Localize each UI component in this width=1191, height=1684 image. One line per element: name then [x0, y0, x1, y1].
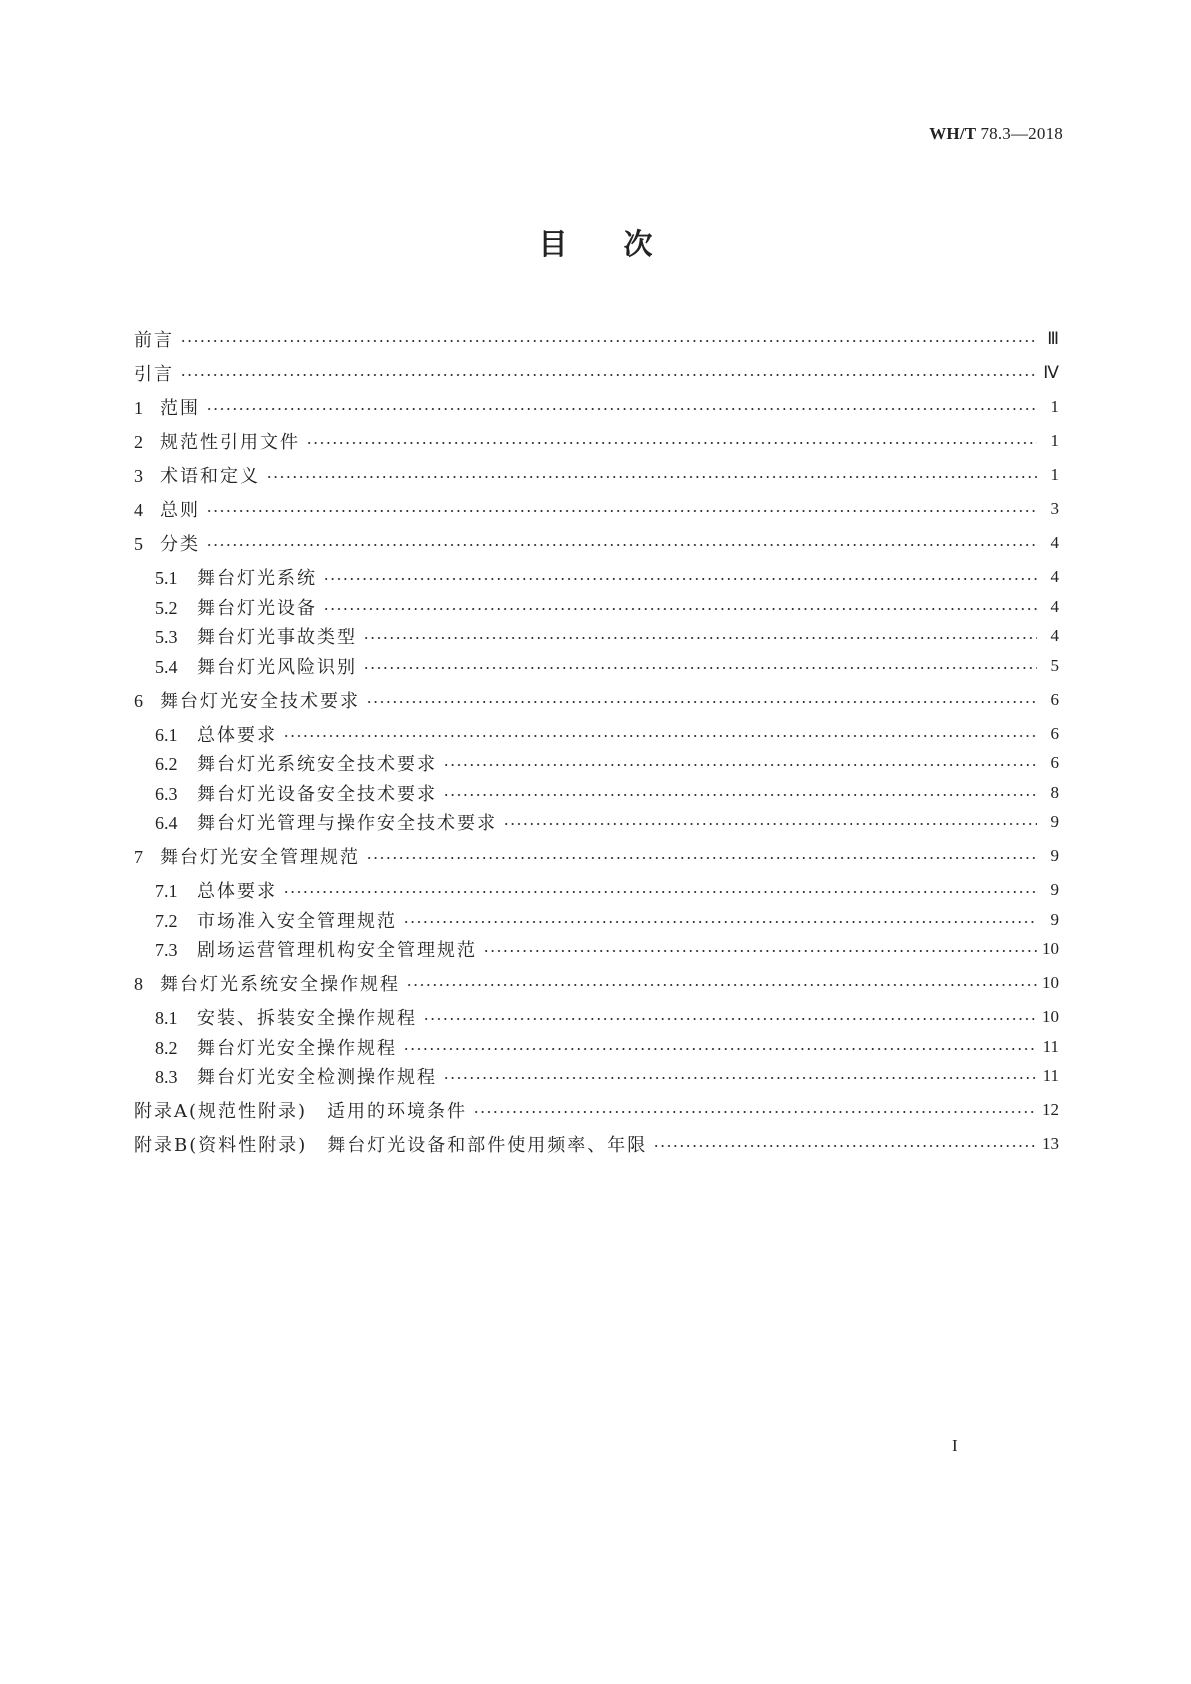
toc-entry-title: 市场准入安全管理规范 [197, 910, 397, 932]
toc-entry-page: 10 [1042, 939, 1059, 958]
toc-entry-label [155, 907, 397, 933]
toc-entry-label [155, 1034, 397, 1060]
toc-entry-number: 1 [134, 398, 143, 418]
toc-entry-label [155, 780, 437, 806]
toc-entry-label [155, 1063, 437, 1089]
toc-entry-number: 7.1 [155, 881, 178, 901]
toc-entry-page: 12 [1042, 1100, 1059, 1119]
toc-entry-title: 舞台灯光安全技术要求 [160, 690, 360, 712]
toc-entry[interactable] [134, 428, 1059, 454]
toc-entry-title: 范围 [160, 398, 200, 419]
toc-entry[interactable] [134, 462, 1059, 488]
toc-entry-label [134, 1097, 467, 1123]
toc-entry-page: 6 [1050, 723, 1059, 743]
toc-entry-title: 前言 [134, 330, 174, 351]
toc-entry-number: 8.1 [155, 1008, 178, 1028]
toc-leader-dots [403, 1048, 1037, 1050]
toc-leader-dots [443, 764, 1037, 766]
toc-leader-dots [503, 823, 1037, 825]
toc-entry-number: 6.2 [155, 754, 178, 774]
toc-entry-label [134, 843, 360, 869]
toc-entry-label [134, 394, 200, 420]
toc-entry[interactable] [134, 687, 1059, 713]
toc-entry-title: 引言 [134, 364, 174, 385]
toc-entry-number: 7.2 [155, 910, 178, 931]
toc-leader-dots [403, 921, 1037, 923]
toc-leader-dots [306, 442, 1037, 444]
toc-leader-dots [323, 608, 1037, 610]
document-code-prefix: WH/T [929, 124, 976, 143]
toc-entry-page: Ⅲ [1047, 329, 1059, 348]
toc-entry-title: 规范性引用文件 [160, 432, 300, 453]
toc-entry-page: 11 [1042, 1036, 1059, 1056]
toc-entry[interactable] [155, 936, 1059, 962]
toc-entry-number: 8 [134, 974, 143, 994]
toc-entry-title: 舞台灯光系统安全操作规程 [160, 974, 400, 995]
toc-leader-dots [206, 544, 1037, 546]
toc-entry-number: 6.1 [155, 724, 178, 745]
page-number: I [952, 1436, 958, 1455]
toc-leader-dots [323, 578, 1037, 580]
toc-entry-label [155, 653, 357, 679]
toc-entry-title: 术语和定义 [160, 466, 260, 487]
toc-entry-number: 8.2 [155, 1037, 178, 1058]
toc-leader-dots [366, 701, 1037, 703]
toc-entry-number: 6 [134, 690, 143, 711]
toc-entry-page: 1 [1050, 431, 1059, 450]
toc-entry-title: 舞台灯光安全操作规程 [197, 1037, 397, 1059]
toc-entry-title: 附录A(规范性附录) 适用的环境条件 [134, 1101, 468, 1122]
toc-entry-title: 舞台灯光系统安全技术要求 [197, 754, 437, 775]
toc-entry-page: 4 [1050, 533, 1059, 552]
toc-entry[interactable] [155, 594, 1059, 620]
toc-leader-dots [363, 637, 1037, 639]
toc-entry-label [155, 877, 277, 903]
toc-entry[interactable] [155, 750, 1059, 776]
toc-entry-page: 10 [1042, 973, 1059, 992]
toc-entry[interactable] [155, 1034, 1059, 1060]
toc-entry-page: 6 [1050, 753, 1059, 772]
toc-entry-label [134, 326, 174, 352]
toc-entry-page: 4 [1050, 626, 1059, 645]
toc-leader-dots [180, 340, 1037, 342]
toc-leader-dots [363, 667, 1037, 669]
toc-entry-label [134, 687, 360, 713]
toc-entry-number: 8.3 [155, 1067, 178, 1087]
toc-entry-number: 5.4 [155, 656, 178, 677]
toc-entry[interactable] [155, 721, 1059, 747]
toc-entry[interactable] [155, 564, 1059, 590]
toc-entry-number: 3 [134, 466, 143, 486]
toc-entry-label [155, 1004, 417, 1030]
toc-entry-page: Ⅳ [1043, 363, 1059, 382]
toc-entry-title: 总则 [160, 500, 200, 521]
toc-entry-label [155, 623, 357, 649]
toc-entry-label [134, 496, 200, 522]
toc-entry-label [134, 1131, 647, 1157]
toc-leader-dots [180, 374, 1037, 376]
toc-entry-page: 9 [1050, 880, 1059, 899]
page-title-char-2: 次 [623, 227, 653, 261]
toc-entry[interactable] [155, 780, 1059, 806]
toc-entry-page: 3 [1050, 499, 1059, 518]
toc-entry-number: 5.2 [155, 597, 178, 618]
toc-entry-label [155, 750, 437, 776]
toc-entry-number: 5 [134, 534, 143, 554]
toc-entry-title: 舞台灯光管理与操作安全技术要求 [197, 813, 497, 834]
toc-entry-number: 7 [134, 847, 143, 867]
toc-entry-title: 舞台灯光安全管理规范 [160, 847, 360, 868]
toc-entry[interactable] [134, 394, 1059, 420]
toc-leader-dots [653, 1145, 1037, 1147]
toc-entry-page: 10 [1042, 1007, 1059, 1026]
toc-entry-label [134, 462, 260, 488]
toc-leader-dots [206, 408, 1037, 410]
toc-entry-number: 2 [134, 432, 143, 452]
page-title-char-1: 目 [538, 227, 568, 261]
toc-entry[interactable] [155, 1004, 1059, 1030]
toc-entry-number: 6.3 [155, 783, 178, 804]
document-code-number: 78.3—2018 [980, 124, 1063, 143]
toc-entry-number: 5.3 [155, 627, 178, 647]
toc-entry-label [155, 936, 477, 962]
toc-entry[interactable] [155, 809, 1059, 835]
toc-entry-page: 6 [1050, 689, 1059, 709]
toc-entry[interactable] [155, 653, 1059, 679]
toc-entry-title: 舞台灯光事故类型 [197, 627, 357, 648]
toc-entry-number: 6.4 [155, 813, 178, 833]
toc-entry[interactable] [134, 843, 1059, 869]
toc-entry-page: 4 [1050, 596, 1059, 616]
toc-entry-title: 舞台灯光设备安全技术要求 [197, 783, 437, 805]
toc-leader-dots [443, 794, 1037, 796]
toc-entry[interactable] [134, 326, 1059, 352]
toc-entry-title: 安装、拆装安全操作规程 [197, 1008, 417, 1029]
toc-entry-page: 13 [1042, 1134, 1059, 1153]
toc-entry-label [155, 594, 317, 620]
toc-leader-dots [283, 891, 1037, 893]
toc-entry-page: 9 [1050, 846, 1059, 865]
toc-entry-title: 总体要求 [197, 724, 277, 746]
toc-leader-dots [483, 950, 1037, 952]
toc-entry-number: 5.1 [155, 568, 178, 588]
toc-entry-title: 总体要求 [197, 881, 277, 902]
toc-entry-title: 分类 [160, 534, 200, 555]
toc-leader-dots [423, 1018, 1037, 1020]
toc-entry[interactable] [155, 623, 1059, 649]
toc-entry-title: 附录B(资料性附录) 舞台灯光设备和部件使用频率、年限 [134, 1135, 648, 1156]
toc-entry[interactable] [134, 1097, 1059, 1123]
page-title [0, 222, 1191, 263]
toc-entry-label [155, 721, 277, 747]
toc-entry-page: 5 [1050, 655, 1059, 675]
toc-entry-label [134, 360, 174, 386]
toc-entry[interactable] [134, 360, 1059, 386]
toc-entry[interactable] [155, 877, 1059, 903]
toc-leader-dots [283, 735, 1037, 737]
toc-entry-page: 9 [1050, 909, 1059, 929]
toc-entry[interactable] [134, 496, 1059, 522]
toc-entry-title: 舞台灯光系统 [197, 568, 317, 589]
toc-entry-number: 4 [134, 500, 143, 520]
toc-leader-dots [206, 510, 1037, 512]
toc-entry[interactable] [134, 1131, 1059, 1157]
toc-entry-label [134, 970, 400, 996]
toc-entry-label [155, 564, 317, 590]
toc-entry-label [134, 428, 300, 454]
toc-entry-label [155, 809, 497, 835]
toc-entry[interactable] [155, 907, 1059, 933]
toc-entry-number: 7.3 [155, 940, 178, 960]
toc-entry-page: 1 [1050, 465, 1059, 484]
toc-leader-dots [366, 857, 1037, 859]
toc-entry-title: 舞台灯光安全检测操作规程 [197, 1067, 437, 1088]
toc-leader-dots [266, 476, 1037, 478]
toc-entry[interactable] [155, 1063, 1059, 1089]
toc-leader-dots [406, 984, 1037, 986]
toc-entry-page: 8 [1050, 782, 1059, 802]
toc-entry[interactable] [134, 530, 1059, 556]
toc-leader-dots [473, 1111, 1037, 1113]
toc-entry-label [134, 530, 200, 556]
toc-entry-page: 4 [1050, 567, 1059, 586]
toc-entry[interactable] [134, 970, 1059, 996]
toc-entry-title: 舞台灯光风险识别 [197, 656, 357, 678]
toc-entry-page: 11 [1042, 1066, 1059, 1085]
toc-entry-page: 1 [1050, 397, 1059, 416]
document-code [929, 124, 1063, 144]
toc-entry-title: 舞台灯光设备 [197, 597, 317, 619]
toc-entry-title: 剧场运营管理机构安全管理规范 [197, 940, 477, 961]
toc-entry-page: 9 [1050, 812, 1059, 831]
toc-leader-dots [443, 1077, 1037, 1079]
